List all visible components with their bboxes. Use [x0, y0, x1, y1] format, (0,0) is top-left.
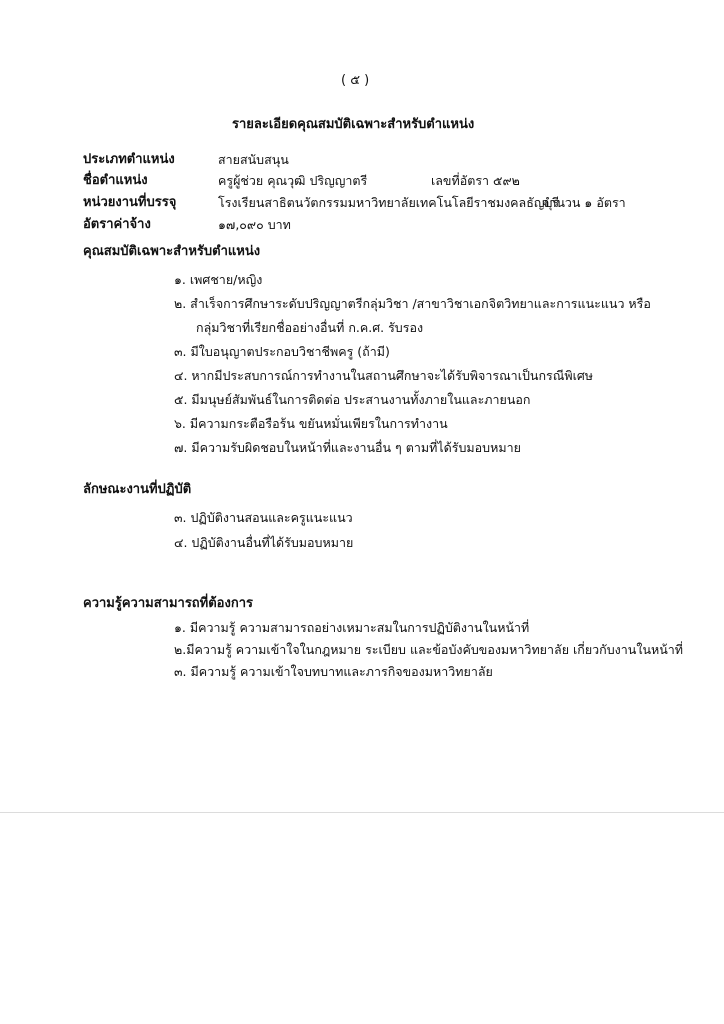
position-type-label: ประเภทตำแหน่ง [83, 152, 175, 167]
salary-label: อัตราค่าจ้าง [83, 217, 151, 232]
rate-number: เลขที่อัตรา ๕๙๒ [431, 173, 520, 188]
skill-item-1: ๑. มีความรู้ ความสามารถอย่างเหมาะสมในการปฏิบัติงานในหน้าที่ [174, 620, 530, 635]
duty-item-1: ๓. ปฏิบัติงานสอนและครูแนะแนว [174, 510, 353, 525]
qualification-item-7: ๗. มีความรับผิดชอบในหน้าที่และงานอื่น ๆ ตามที่ได้รับมอบหมาย [174, 440, 521, 455]
qualification-item-1: ๑. เพศชาย/หญิง [174, 272, 263, 287]
qualification-item-6: ๖. มีความกระตือรือร้น ขยันหมั่นเพียรในการทำงาน [174, 416, 448, 431]
qualification-item-5: ๕. มีมนุษย์สัมพันธ์ในการติดต่อ ประสานงานทั้งภายในและภายนอก [174, 392, 531, 407]
qualification-item-2-continued: กลุ่มวิชาที่เรียกชื่ออย่างอื่นที่ ก.ค.ศ. รับรอง [196, 320, 424, 335]
document-title: รายละเอียดคุณสมบัติเฉพาะสำหรับตำแหน่ง [232, 117, 475, 132]
assignment-unit-label: หน่วยงานที่บรรจุ [83, 195, 177, 210]
skill-item-3: ๓. มีความรู้ ความเข้าใจบทบาทและภารกิจของมหาวิทยาลัย [174, 664, 493, 679]
qualification-item-3: ๓. มีใบอนุญาตประกอบวิชาชีพครู (ถ้ามี) [174, 344, 390, 359]
page-number: ( ๕ ) [341, 73, 370, 88]
salary-value: ๑๗,๐๙๐ บาท [218, 217, 291, 232]
page-bottom-rule [0, 812, 724, 813]
position-type-value: สายสนับสนุน [218, 152, 289, 167]
skills-title: ความรู้ความสามารถที่ต้องการ [83, 596, 253, 611]
qualification-item-4: ๔. หากมีประสบการณ์การทำงานในสถานศึกษาจะได้รับพิจารณาเป็นกรณีพิเศษ [174, 368, 594, 383]
position-name-value: ครูผู้ช่วย คุณวุฒิ ปริญญาตรี [218, 173, 368, 188]
assignment-unit-value: โรงเรียนสาธิตนวัตกรรมมหาวิทยาลัยเทคโนโลยีราชมงคลธัญบุรี [218, 195, 560, 210]
duty-item-2: ๔. ปฏิบัติงานอื่นที่ได้รับมอบหมาย [174, 535, 354, 550]
qualification-item-2: ๒. สำเร็จการศึกษาระดับปริญญาตรีกลุ่มวิชา /สาขาวิชาเอกจิตวิทยาและการแนะแนว หรือ [174, 296, 651, 311]
position-quantity: จำนวน ๑ อัตรา [542, 195, 626, 210]
skill-item-2: ๒.มีความรู้ ความเข้าใจในกฎหมาย ระเบียบ และข้อบังคับของมหาวิทยาลัย เกี่ยวกับงานในหน้าที่ [174, 642, 684, 657]
duties-title: ลักษณะงานที่ปฏิบัติ [83, 482, 192, 497]
position-name-label: ชื่อตำแหน่ง [83, 173, 148, 188]
qualifications-title: คุณสมบัติเฉพาะสำหรับตำแหน่ง [83, 244, 261, 259]
